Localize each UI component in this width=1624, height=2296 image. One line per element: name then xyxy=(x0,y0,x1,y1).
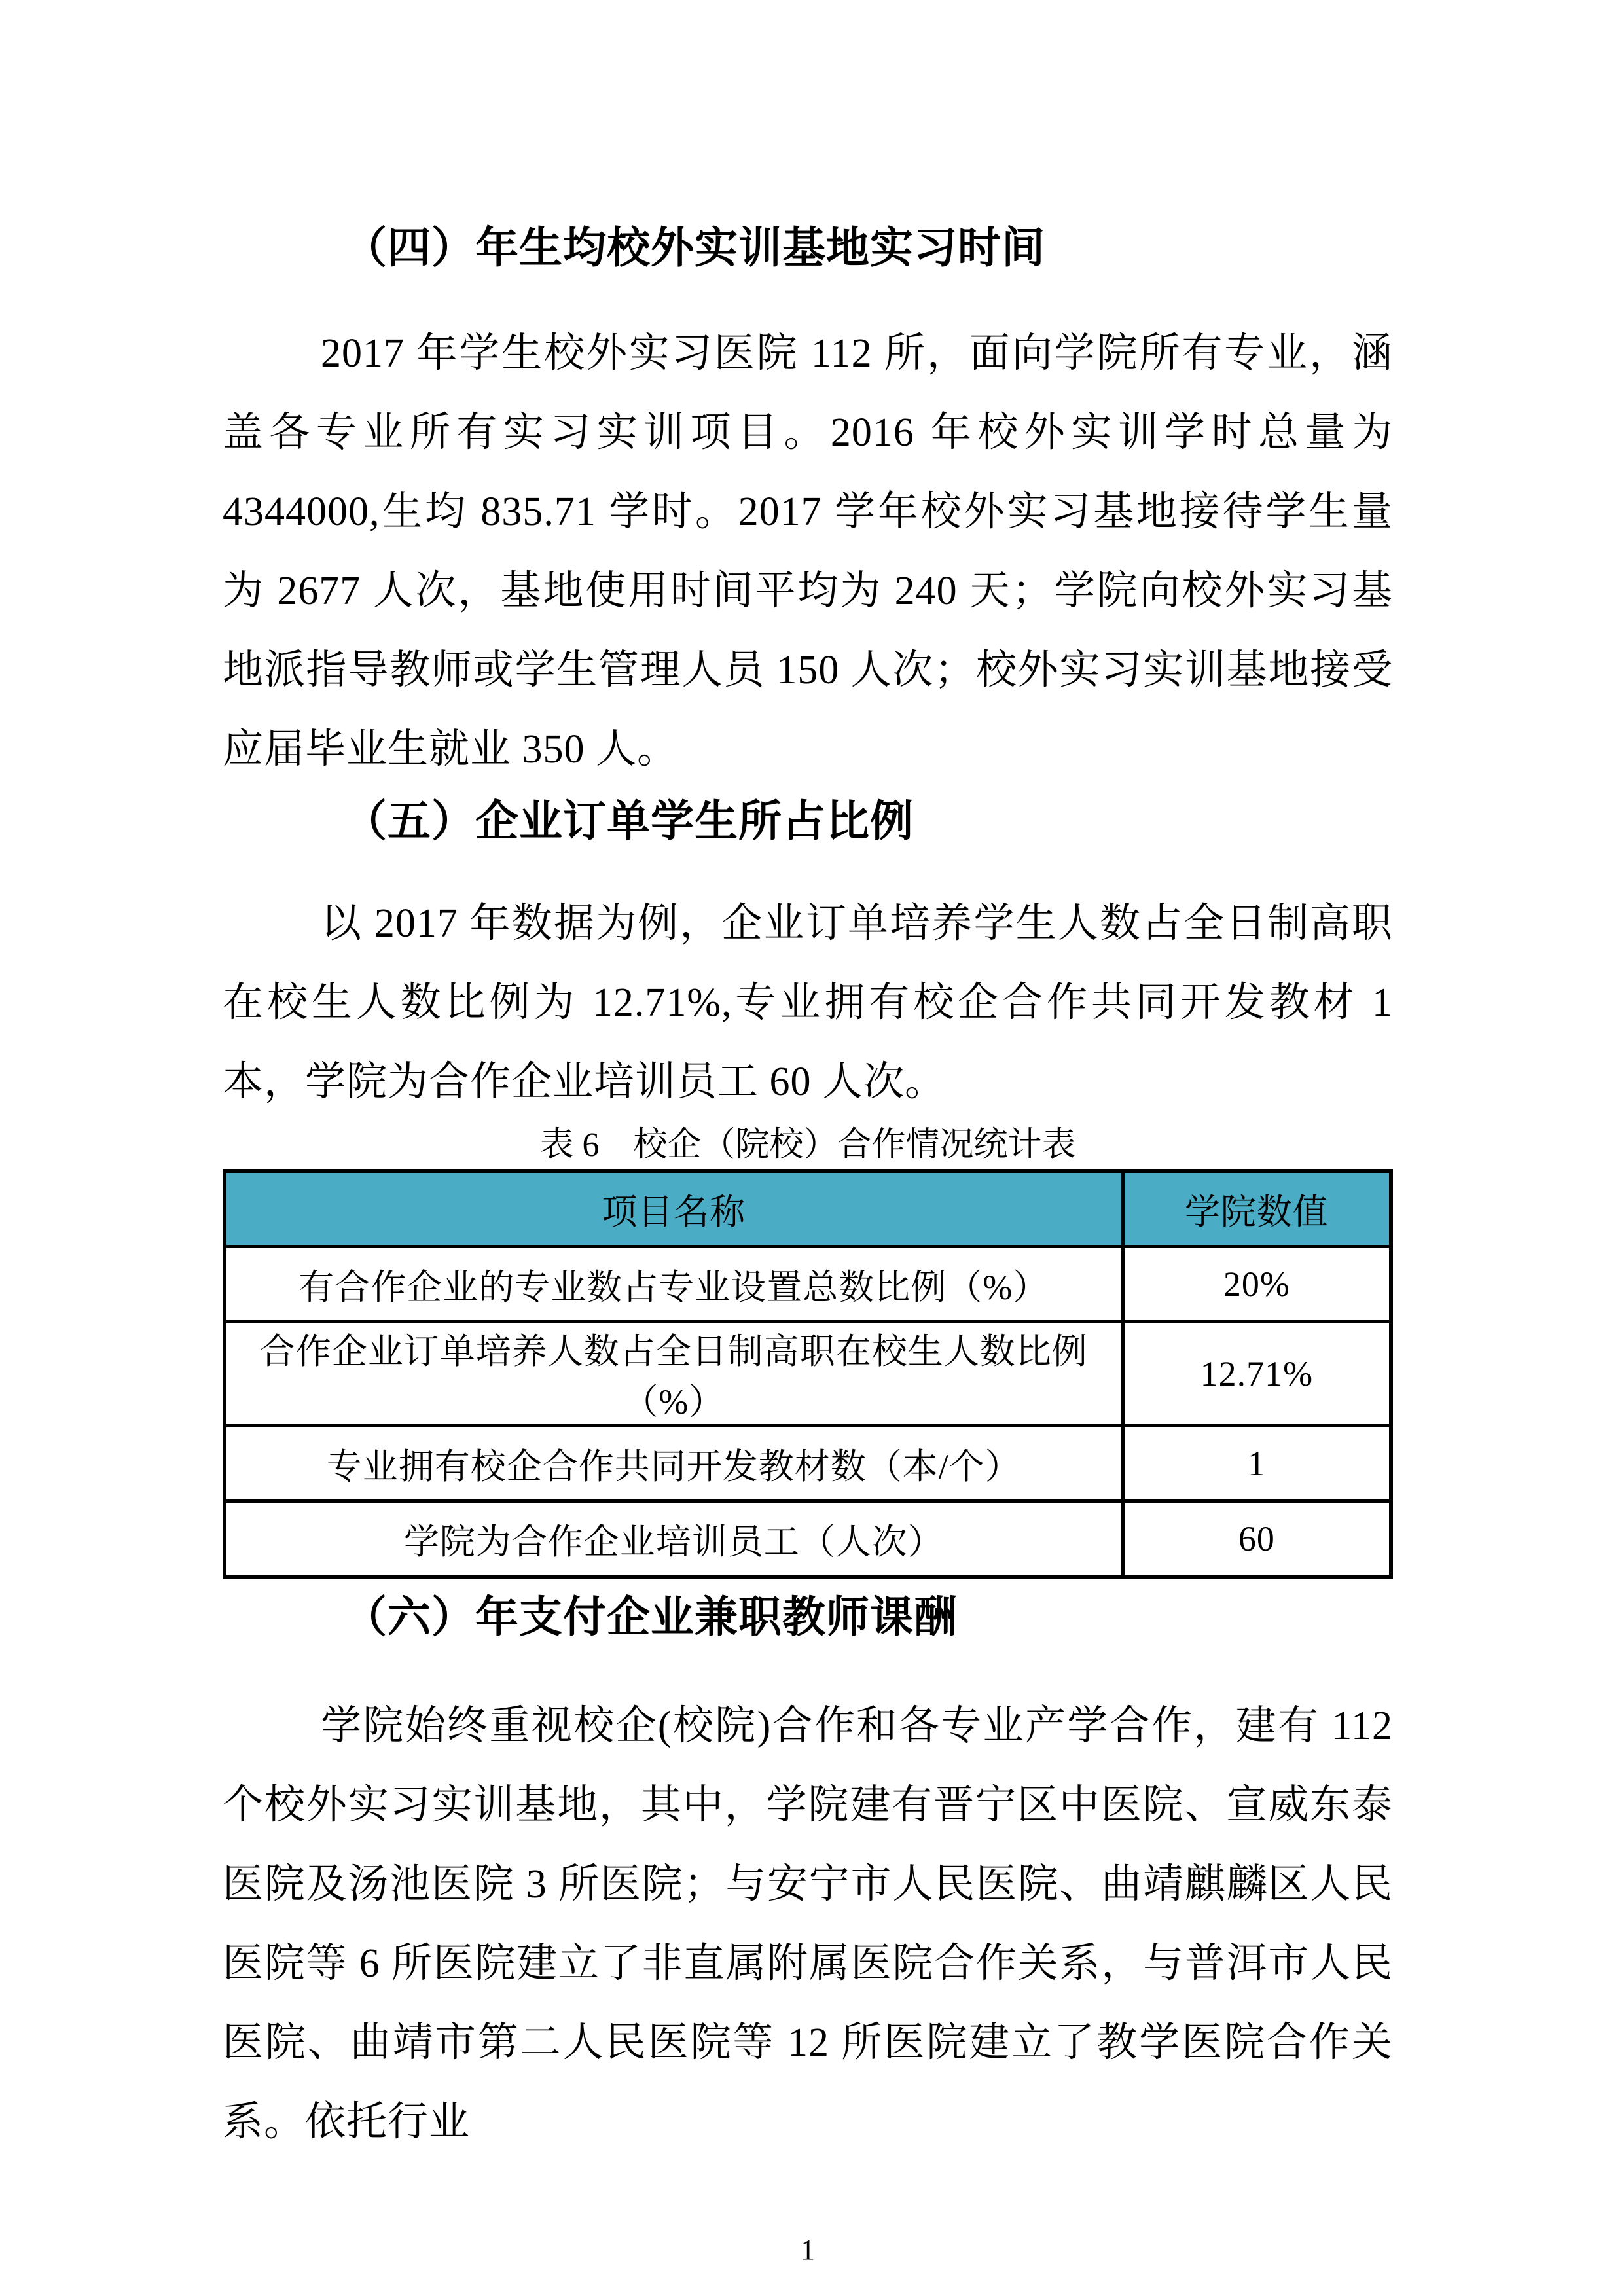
section-paragraph-6: 学院始终重视校企(校院)合作和各专业产学合作，建有 112 个校外实习实训基地，其中，学院建有晋宁区中医院、宣威东泰医院及汤池医院 3 所医院；与安宁市人民医院、曲靖麒麟区人民医院等 6 所医院建立了非直属附属医院合作关系，与普洱市人民医院、曲靖市第二人民医院等 12 所医院建立了教学医院合作关系。依托行业 xyxy=(223,1704,1393,2144)
table-cell-item: 有合作企业的专业数占专业设置总数比例（%） xyxy=(225,1247,1123,1322)
table-cell-item: 专业拥有校企合作共同开发教材数（本/个） xyxy=(225,1426,1123,1501)
table-row xyxy=(225,1501,1391,1577)
table-header-item-name: 项目名称 xyxy=(225,1171,1123,1247)
table-header-college-value: 学院数值 xyxy=(1123,1171,1391,1247)
table-cell-item: 学院为合作企业培训员工（人次） xyxy=(225,1501,1123,1577)
section-paragraph-4: 2017 年学生校外实习医院 112 所，面向学院所有专业，涵盖各专业所有实习实训项目。2016 年校外实训学时总量为 4344000,生均 835.71 学时。2017 学年校外实习基地接待学生量为 2677 人次，基地使用时间平均为 240 天；学院向校外实习基地派指导教师或学生管理人员 150 人次；校外实习实训基地接受应届毕业生就业 350 人。 xyxy=(223,331,1393,772)
table-cell-item: 合作企业订单培养人数占全日制高职在校生人数比例（%） xyxy=(225,1322,1123,1426)
table-row xyxy=(225,1322,1391,1426)
section-heading-4: （四）年生均校外实训基地实习时间 xyxy=(344,224,1045,272)
table-row xyxy=(225,1247,1391,1322)
table-cell-value: 1 xyxy=(1123,1426,1391,1501)
table-cell-value: 12.71% xyxy=(1123,1322,1391,1426)
section-heading-5: （五）企业订单学生所占比例 xyxy=(344,798,914,846)
table-caption: 表 6 校企（院校）合作情况统计表 xyxy=(539,1126,1076,1164)
table-cell-value: 60 xyxy=(1123,1501,1391,1577)
table-cell-value: 20% xyxy=(1123,1247,1391,1322)
table-header-row xyxy=(225,1171,1391,1247)
section-heading-6: （六）年支付企业兼职教师课酬 xyxy=(344,1594,958,1641)
cooperation-stats-table xyxy=(223,1169,1393,1579)
section-paragraph-5: 以 2017 年数据为例，企业订单培养学生人数占全日制高职在校生人数比例为 12.71%,专业拥有校企合作共同开发教材 1 本，学院为合作企业培训员工 60 人次。 xyxy=(223,901,1393,1104)
page-number: 1 xyxy=(801,2234,815,2266)
table-row xyxy=(225,1426,1391,1501)
